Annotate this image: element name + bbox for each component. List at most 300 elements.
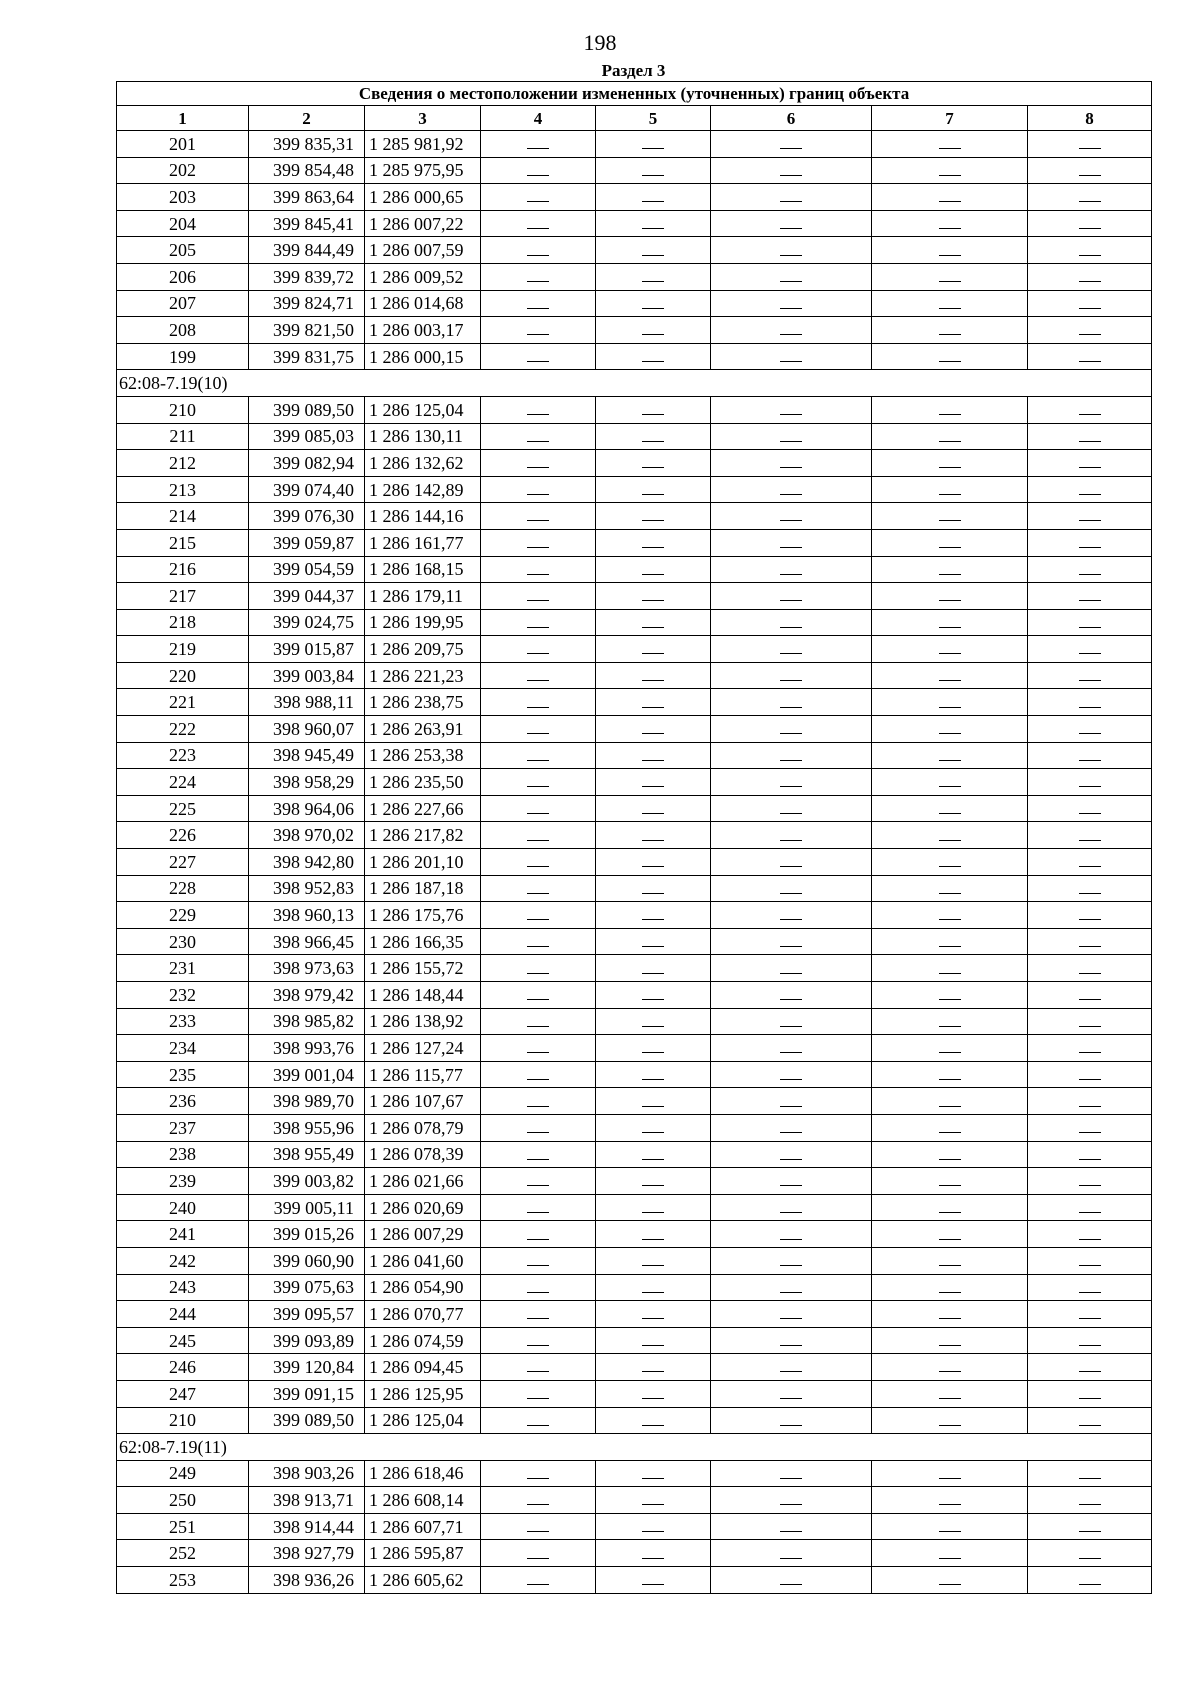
empty-value-cell [596, 902, 711, 929]
point-number-cell: 199 [117, 343, 249, 370]
dash-mark [642, 520, 664, 521]
dash-mark [527, 281, 549, 282]
x-coordinate-cell: 399 089,50 [249, 396, 365, 423]
dash-mark [939, 1398, 961, 1399]
x-coordinate-cell: 399 863,64 [249, 184, 365, 211]
dash-mark [642, 1292, 664, 1293]
dash-mark [939, 813, 961, 814]
y-coordinate-cell: 1 286 078,39 [365, 1141, 481, 1168]
y-coordinate-cell: 1 286 595,87 [365, 1540, 481, 1567]
empty-value-cell [872, 450, 1028, 477]
empty-value-cell [1028, 822, 1152, 849]
empty-value-cell [481, 955, 596, 982]
empty-value-cell [596, 1008, 711, 1035]
dash-mark [780, 1318, 802, 1319]
empty-value-cell [481, 131, 596, 158]
empty-value-cell [872, 1513, 1028, 1540]
dash-mark [1079, 893, 1101, 894]
table-row [117, 769, 1152, 796]
dash-mark [939, 334, 961, 335]
dash-mark [1079, 1212, 1101, 1213]
dash-mark [1079, 228, 1101, 229]
dash-mark [642, 840, 664, 841]
table-row [117, 662, 1152, 689]
empty-value-cell [481, 1247, 596, 1274]
dash-mark [939, 1478, 961, 1479]
dash-mark [780, 919, 802, 920]
table-row [117, 317, 1152, 344]
x-coordinate-cell: 399 839,72 [249, 263, 365, 290]
empty-value-cell [481, 1061, 596, 1088]
dash-mark [527, 334, 549, 335]
dash-mark [1079, 1504, 1101, 1505]
empty-value-cell [596, 955, 711, 982]
empty-value-cell [1028, 1513, 1152, 1540]
empty-value-cell [711, 343, 872, 370]
point-number-cell: 208 [117, 317, 249, 344]
point-number-cell: 242 [117, 1247, 249, 1274]
dash-mark [939, 1132, 961, 1133]
table-row [117, 1274, 1152, 1301]
dash-mark [780, 148, 802, 149]
y-coordinate-cell: 1 286 263,91 [365, 716, 481, 743]
y-coordinate-cell: 1 286 007,59 [365, 237, 481, 264]
dash-mark [642, 653, 664, 654]
empty-value-cell [481, 476, 596, 503]
empty-value-cell [872, 1487, 1028, 1514]
empty-value-cell [596, 1487, 711, 1514]
dash-mark [780, 1478, 802, 1479]
dash-mark [780, 414, 802, 415]
dash-mark [527, 1531, 549, 1532]
dash-mark [780, 680, 802, 681]
empty-value-cell [872, 1301, 1028, 1328]
empty-value-cell [481, 556, 596, 583]
empty-value-cell [481, 1567, 596, 1594]
y-coordinate-cell: 1 286 130,11 [365, 423, 481, 450]
y-coordinate-cell: 1 286 605,62 [365, 1567, 481, 1594]
table-row [117, 529, 1152, 556]
empty-value-cell [1028, 875, 1152, 902]
x-coordinate-cell: 399 091,15 [249, 1380, 365, 1407]
empty-value-cell [711, 636, 872, 663]
table-row [117, 450, 1152, 477]
point-number-cell: 235 [117, 1061, 249, 1088]
dash-mark [527, 973, 549, 974]
empty-value-cell [1028, 1194, 1152, 1221]
table-row [117, 503, 1152, 530]
x-coordinate-cell: 398 945,49 [249, 742, 365, 769]
y-coordinate-cell: 1 286 078,79 [365, 1114, 481, 1141]
dash-mark [780, 840, 802, 841]
dash-mark [642, 574, 664, 575]
x-coordinate-cell: 399 089,50 [249, 1407, 365, 1434]
empty-value-cell [1028, 1380, 1152, 1407]
point-number-cell: 230 [117, 928, 249, 955]
empty-value-cell [872, 476, 1028, 503]
table-row [117, 476, 1152, 503]
dash-mark [780, 467, 802, 468]
dash-mark [642, 786, 664, 787]
dash-mark [780, 1584, 802, 1585]
x-coordinate-cell: 398 964,06 [249, 795, 365, 822]
dash-mark [780, 547, 802, 548]
empty-value-cell [481, 1168, 596, 1195]
dash-mark [939, 1052, 961, 1053]
table-row [117, 184, 1152, 211]
dash-mark [642, 733, 664, 734]
empty-value-cell [872, 556, 1028, 583]
dash-mark [780, 786, 802, 787]
dash-mark [1079, 1026, 1101, 1027]
table-row [117, 1168, 1152, 1195]
dash-mark [1079, 1265, 1101, 1266]
dash-mark [780, 494, 802, 495]
dash-mark [939, 520, 961, 521]
empty-value-cell [481, 689, 596, 716]
y-coordinate-cell: 1 286 020,69 [365, 1194, 481, 1221]
empty-value-cell [711, 795, 872, 822]
dash-mark [527, 999, 549, 1000]
empty-value-cell [711, 662, 872, 689]
y-coordinate-cell: 1 286 000,65 [365, 184, 481, 211]
dash-mark [780, 520, 802, 521]
dash-mark [939, 1558, 961, 1559]
table-row [117, 1221, 1152, 1248]
empty-value-cell [872, 636, 1028, 663]
empty-value-cell [872, 742, 1028, 769]
empty-value-cell [1028, 1114, 1152, 1141]
point-number-cell: 215 [117, 529, 249, 556]
empty-value-cell [481, 184, 596, 211]
table-row [117, 237, 1152, 264]
dash-mark [527, 1504, 549, 1505]
dash-mark [780, 1265, 802, 1266]
point-number-cell: 239 [117, 1168, 249, 1195]
y-coordinate-cell: 1 286 021,66 [365, 1168, 481, 1195]
empty-value-cell [711, 583, 872, 610]
dash-mark [527, 520, 549, 521]
dash-mark [527, 1159, 549, 1160]
point-number-cell: 236 [117, 1088, 249, 1115]
dash-mark [527, 1052, 549, 1053]
empty-value-cell [1028, 583, 1152, 610]
table-row [117, 928, 1152, 955]
empty-value-cell [481, 529, 596, 556]
dash-mark [1079, 627, 1101, 628]
point-number-cell: 231 [117, 955, 249, 982]
empty-value-cell [711, 1061, 872, 1088]
dash-mark [1079, 574, 1101, 575]
dash-mark [527, 308, 549, 309]
empty-value-cell [596, 1460, 711, 1487]
x-coordinate-cell: 399 085,03 [249, 423, 365, 450]
y-coordinate-cell: 1 286 187,18 [365, 875, 481, 902]
y-coordinate-cell: 1 286 000,15 [365, 343, 481, 370]
empty-value-cell [596, 503, 711, 530]
x-coordinate-cell: 398 960,13 [249, 902, 365, 929]
empty-value-cell [481, 1194, 596, 1221]
y-coordinate-cell: 1 286 148,44 [365, 982, 481, 1009]
empty-value-cell [711, 928, 872, 955]
dash-mark [780, 441, 802, 442]
dash-mark [780, 1079, 802, 1080]
dash-mark [527, 1318, 549, 1319]
empty-value-cell [1028, 1141, 1152, 1168]
empty-value-cell [1028, 237, 1152, 264]
table-row [117, 1035, 1152, 1062]
dash-mark [527, 946, 549, 947]
dash-mark [527, 1584, 549, 1585]
dash-mark [780, 1052, 802, 1053]
empty-value-cell [596, 1168, 711, 1195]
x-coordinate-cell: 398 966,45 [249, 928, 365, 955]
dash-mark [780, 574, 802, 575]
point-number-cell: 227 [117, 849, 249, 876]
dash-mark [939, 1239, 961, 1240]
empty-value-cell [872, 131, 1028, 158]
dash-mark [1079, 201, 1101, 202]
x-coordinate-cell: 398 960,07 [249, 716, 365, 743]
empty-value-cell [711, 1194, 872, 1221]
dash-mark [642, 893, 664, 894]
dash-mark [1079, 281, 1101, 282]
dash-mark [1079, 1239, 1101, 1240]
empty-value-cell [596, 583, 711, 610]
dash-mark [527, 1239, 549, 1240]
empty-value-cell [596, 1061, 711, 1088]
empty-value-cell [481, 1540, 596, 1567]
dash-mark [780, 627, 802, 628]
y-coordinate-cell: 1 286 125,95 [365, 1380, 481, 1407]
empty-value-cell [711, 955, 872, 982]
point-number-cell: 244 [117, 1301, 249, 1328]
empty-value-cell [872, 317, 1028, 344]
empty-value-cell [596, 822, 711, 849]
dash-mark [642, 1159, 664, 1160]
dash-mark [939, 281, 961, 282]
empty-value-cell [596, 689, 711, 716]
empty-value-cell [1028, 1008, 1152, 1035]
point-number-cell: 223 [117, 742, 249, 769]
empty-value-cell [596, 1513, 711, 1540]
empty-value-cell [481, 928, 596, 955]
empty-value-cell [596, 1221, 711, 1248]
empty-value-cell [481, 982, 596, 1009]
x-coordinate-cell: 398 952,83 [249, 875, 365, 902]
empty-value-cell [1028, 343, 1152, 370]
dash-mark [642, 1052, 664, 1053]
dash-mark [527, 893, 549, 894]
table-row [117, 1061, 1152, 1088]
point-number-cell: 240 [117, 1194, 249, 1221]
dash-mark [780, 1212, 802, 1213]
x-coordinate-cell: 398 955,49 [249, 1141, 365, 1168]
point-number-cell: 201 [117, 131, 249, 158]
table-row [117, 716, 1152, 743]
x-coordinate-cell: 398 927,79 [249, 1540, 365, 1567]
empty-value-cell [1028, 742, 1152, 769]
empty-value-cell [711, 1460, 872, 1487]
empty-value-cell [872, 1567, 1028, 1594]
empty-value-cell [711, 157, 872, 184]
empty-value-cell [872, 184, 1028, 211]
empty-value-cell [711, 875, 872, 902]
point-number-cell: 211 [117, 423, 249, 450]
y-coordinate-cell: 1 286 074,59 [365, 1327, 481, 1354]
dash-mark [939, 1531, 961, 1532]
empty-value-cell [1028, 1567, 1152, 1594]
y-coordinate-cell: 1 286 054,90 [365, 1274, 481, 1301]
table-row [117, 822, 1152, 849]
table-row [117, 1301, 1152, 1328]
empty-value-cell [596, 1088, 711, 1115]
empty-value-cell [596, 157, 711, 184]
y-coordinate-cell: 1 286 238,75 [365, 689, 481, 716]
empty-value-cell [1028, 503, 1152, 530]
empty-value-cell [872, 423, 1028, 450]
point-number-cell: 224 [117, 769, 249, 796]
table-row [117, 849, 1152, 876]
table-row [117, 1460, 1152, 1487]
empty-value-cell [1028, 662, 1152, 689]
y-coordinate-cell: 1 286 161,77 [365, 529, 481, 556]
dash-mark [527, 600, 549, 601]
dash-mark [642, 813, 664, 814]
dash-mark [1079, 361, 1101, 362]
table-row [117, 795, 1152, 822]
x-coordinate-cell: 399 005,11 [249, 1194, 365, 1221]
point-number-cell: 232 [117, 982, 249, 1009]
dash-mark [939, 680, 961, 681]
empty-value-cell [872, 1407, 1028, 1434]
dash-mark [527, 547, 549, 548]
y-coordinate-cell: 1 286 127,24 [365, 1035, 481, 1062]
empty-value-cell [596, 343, 711, 370]
dash-mark [1079, 308, 1101, 309]
point-number-cell: 247 [117, 1380, 249, 1407]
x-coordinate-cell: 399 003,82 [249, 1168, 365, 1195]
point-number-cell: 206 [117, 263, 249, 290]
y-coordinate-cell: 1 286 155,72 [365, 955, 481, 982]
point-number-cell: 222 [117, 716, 249, 743]
empty-value-cell [872, 1540, 1028, 1567]
dash-mark [939, 1292, 961, 1293]
dash-mark [939, 175, 961, 176]
dash-mark [939, 653, 961, 654]
dash-mark [939, 600, 961, 601]
empty-value-cell [481, 210, 596, 237]
dash-mark [527, 201, 549, 202]
dash-mark [642, 494, 664, 495]
dash-mark [642, 148, 664, 149]
empty-value-cell [596, 423, 711, 450]
point-number-cell: 225 [117, 795, 249, 822]
dash-mark [642, 1079, 664, 1080]
dash-mark [527, 866, 549, 867]
y-coordinate-cell: 1 286 125,04 [365, 396, 481, 423]
empty-value-cell [872, 1354, 1028, 1381]
dash-mark [642, 1558, 664, 1559]
empty-value-cell [711, 529, 872, 556]
empty-value-cell [481, 1354, 596, 1381]
table-row [117, 689, 1152, 716]
x-coordinate-cell: 399 024,75 [249, 609, 365, 636]
empty-value-cell [481, 157, 596, 184]
dash-mark [642, 441, 664, 442]
empty-value-cell [596, 1301, 711, 1328]
empty-value-cell [596, 795, 711, 822]
dash-mark [527, 361, 549, 362]
x-coordinate-cell: 399 824,71 [249, 290, 365, 317]
point-number-cell: 203 [117, 184, 249, 211]
dash-mark [1079, 494, 1101, 495]
empty-value-cell [872, 822, 1028, 849]
point-number-cell: 202 [117, 157, 249, 184]
empty-value-cell [1028, 636, 1152, 663]
empty-value-cell [711, 1035, 872, 1062]
dash-mark [1079, 760, 1101, 761]
empty-value-cell [596, 1114, 711, 1141]
empty-value-cell [872, 1274, 1028, 1301]
x-coordinate-cell: 398 979,42 [249, 982, 365, 1009]
dash-mark [1079, 1079, 1101, 1080]
y-coordinate-cell: 1 286 227,66 [365, 795, 481, 822]
empty-value-cell [596, 1407, 711, 1434]
empty-value-cell [596, 742, 711, 769]
table-row [117, 609, 1152, 636]
x-coordinate-cell: 399 093,89 [249, 1327, 365, 1354]
dash-mark [642, 547, 664, 548]
empty-value-cell [596, 716, 711, 743]
dash-mark [642, 760, 664, 761]
dash-mark [642, 175, 664, 176]
empty-value-cell [872, 1168, 1028, 1195]
point-number-cell: 253 [117, 1567, 249, 1594]
dash-mark [642, 919, 664, 920]
empty-value-cell [711, 396, 872, 423]
column-header-2: 2 [249, 106, 365, 131]
empty-value-cell [711, 503, 872, 530]
dash-mark [1079, 1371, 1101, 1372]
dash-mark [642, 946, 664, 947]
empty-value-cell [872, 769, 1028, 796]
empty-value-cell [481, 822, 596, 849]
empty-value-cell [481, 1221, 596, 1248]
empty-value-cell [1028, 157, 1152, 184]
table-row [117, 396, 1152, 423]
x-coordinate-cell: 399 844,49 [249, 237, 365, 264]
empty-value-cell [711, 184, 872, 211]
table-row [117, 1407, 1152, 1434]
dash-mark [1079, 973, 1101, 974]
empty-value-cell [1028, 1168, 1152, 1195]
x-coordinate-cell: 399 831,75 [249, 343, 365, 370]
column-header-8: 8 [1028, 106, 1152, 131]
dash-mark [939, 1079, 961, 1080]
dash-mark [642, 1531, 664, 1532]
dash-mark [1079, 999, 1101, 1000]
empty-value-cell [872, 928, 1028, 955]
table-row [117, 875, 1152, 902]
dash-mark [939, 228, 961, 229]
dash-mark [527, 1371, 549, 1372]
point-number-cell: 216 [117, 556, 249, 583]
dash-mark [527, 1425, 549, 1426]
x-coordinate-cell: 398 936,26 [249, 1567, 365, 1594]
dash-mark [780, 760, 802, 761]
empty-value-cell [711, 1088, 872, 1115]
